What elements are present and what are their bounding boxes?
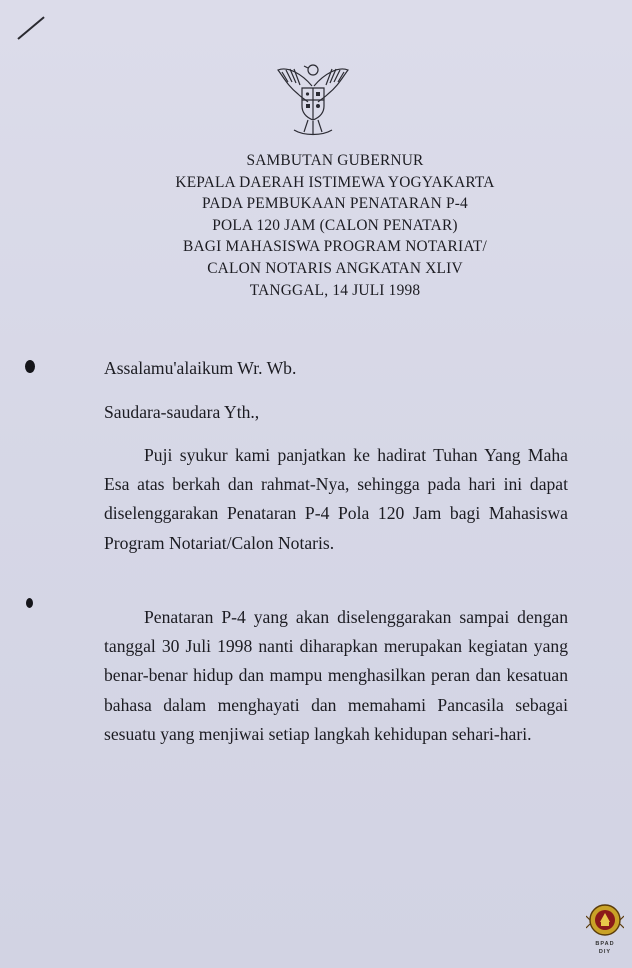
heading-line: SAMBUTAN GUBERNUR [246,152,424,169]
logo-text-line1: BPAD [595,941,615,947]
garuda-emblem-icon [274,56,352,140]
paragraph-2-text: Penataran P-4 yang akan diselenggarakan sampai dengan tanggal 30 Juli 1998 nanti diharapkan merupakan kegiatan yang benar-benar hidup dan mampu menghasilkan peran dan kesatuan bahasa dalam menghayati dan memahami Pancasila sebagai sesuatu yang menjiwai setiap langkah kehidupan sehari-hari. [104,607,568,744]
greeting: Assalamu'alaikum Wr. Wb. [104,358,297,378]
archive-logo-icon [586,900,624,958]
heading-line: KEPALA DAERAH ISTIMEWA YOGYAKARTA [175,173,495,191]
punch-hole-bottom [26,598,33,608]
heading-line: CALON NOTARIS ANGKATAN XLIV [207,259,463,277]
paragraph-1-text: Puji syukur kami panjatkan ke hadirat Tuhan Yang Maha Esa atas berkah dan rahmat-Nya, sehingga pada hari ini dapat diselenggarakan Penataran P-4 Pola 120 Jam bagi Mahasiswa Program Notariat/Calon Notaris. [104,445,568,553]
heading-line: TANGGAL, 14 JULI 1998 [249,281,421,299]
paragraph-2 [104,603,568,749]
pen-mark [17,16,44,39]
logo-text-line2: DIY [598,949,612,955]
heading-line: POLA 120 JAM (CALON PENATAR) [212,216,458,234]
paragraph-1 [104,441,568,558]
heading-line: PADA PEMBUKAAN PENATARAN P-4 [202,195,468,213]
punch-hole-top [25,360,35,373]
heading-line: BAGI MAHASISWA PROGRAM NOTARIAT/ [182,238,488,256]
speech-heading [100,150,570,301]
salutation: Saudara-saudara Yth., [104,402,260,422]
